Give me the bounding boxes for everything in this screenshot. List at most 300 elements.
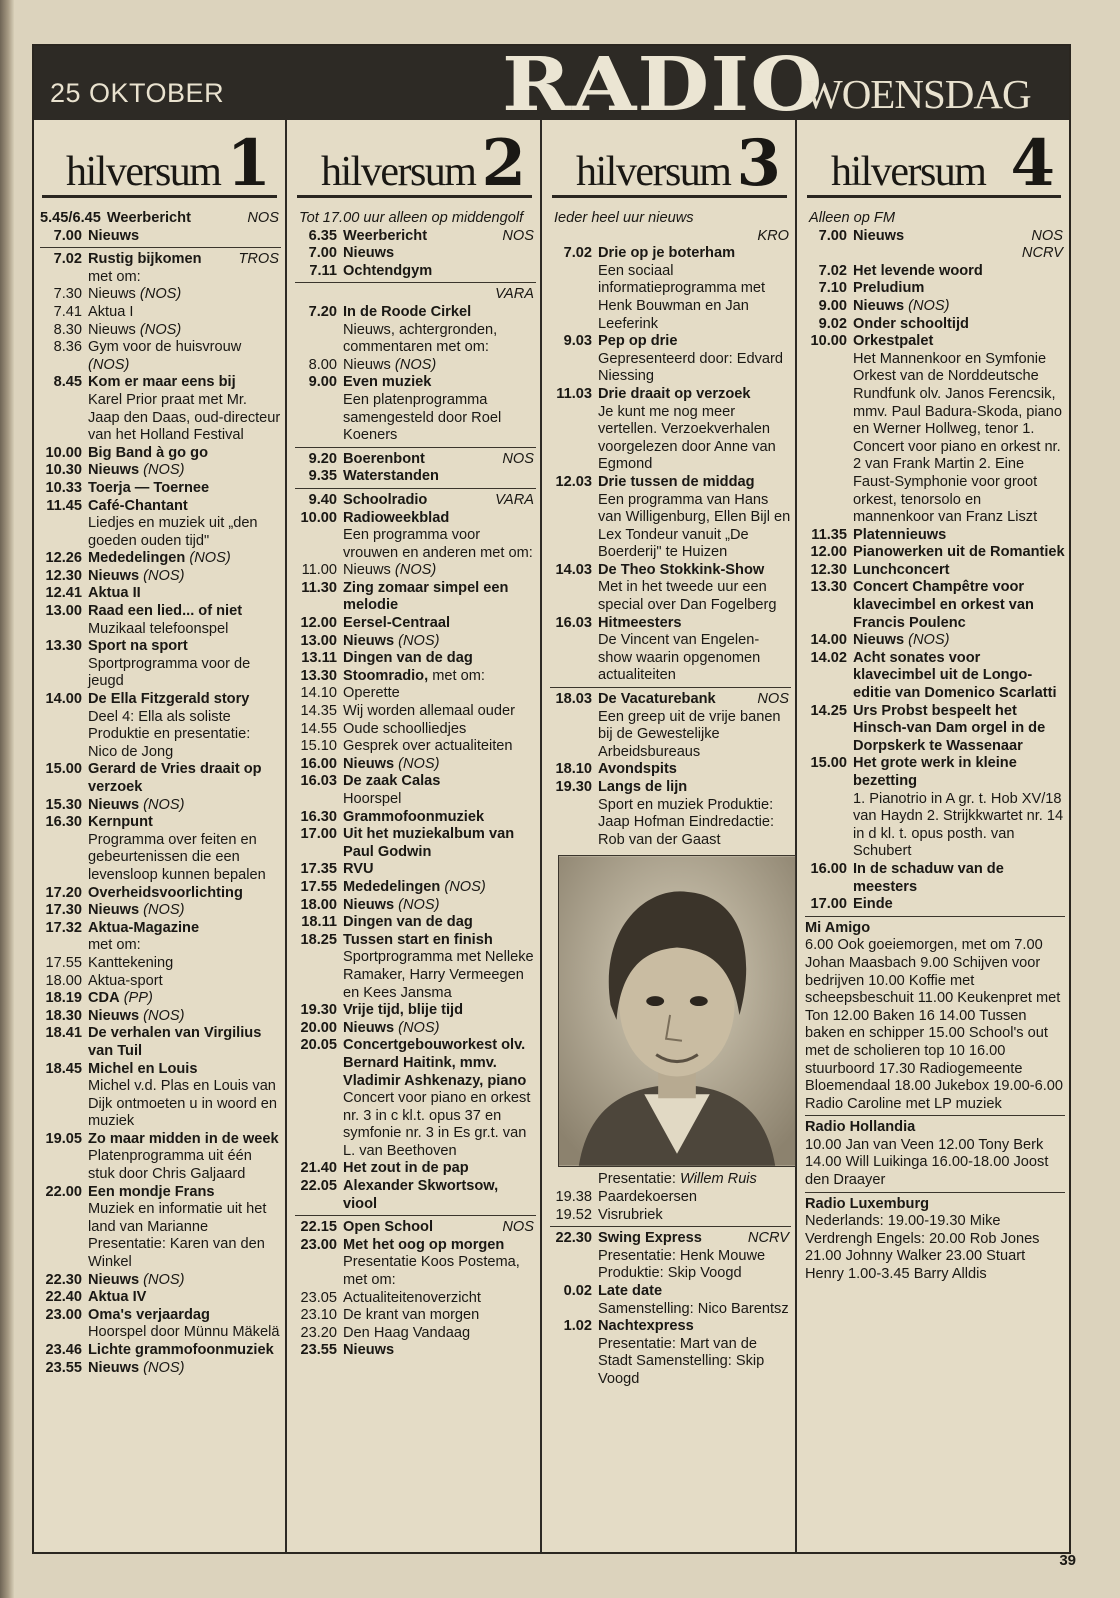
program-row (550, 761, 791, 779)
program-body (598, 474, 791, 562)
program-body (88, 550, 281, 568)
program-time: 18.45 (45, 1060, 82, 1077)
program-body (343, 492, 536, 510)
program-time: 9.02 (818, 315, 847, 332)
program-row (40, 885, 281, 903)
column-hilversum-4 (799, 120, 1069, 1552)
program-body (598, 386, 791, 474)
program-body (343, 562, 536, 580)
program-time: 10.00 (300, 509, 337, 526)
program-title: Zo maar midden in de week (88, 1130, 279, 1147)
program-suffix: (NOS) (444, 878, 486, 895)
program-body (343, 721, 536, 739)
program-text: Wij worden allemaal ouder (343, 703, 515, 720)
program-title: Even muziek (343, 374, 432, 391)
program-body (343, 932, 536, 1002)
program-row (805, 544, 1065, 562)
program-body (343, 1160, 536, 1178)
program-row (40, 1025, 281, 1060)
program-title: Lunchconcert (853, 561, 950, 578)
program-title: Kernpunt (88, 814, 153, 831)
program-body (343, 374, 536, 444)
program-row (40, 1289, 281, 1307)
program-body (88, 1289, 281, 1307)
program-list (550, 210, 791, 1389)
program-text: Oude schoolliedjes (343, 720, 467, 737)
program-body (88, 568, 281, 586)
program-row (550, 562, 791, 615)
program-body (853, 228, 1065, 246)
program-suffix: (NOS) (143, 796, 185, 813)
program-row (550, 1283, 791, 1318)
station-heading (552, 120, 787, 201)
header-date: 25 OKTOBER (50, 78, 225, 108)
program-row (295, 738, 536, 756)
program-title: Dingen van de dag (343, 650, 473, 667)
program-time: 16.30 (45, 814, 82, 831)
program-body (88, 322, 281, 340)
divider (550, 687, 791, 688)
presenter-portrait (559, 856, 795, 1166)
program-body (343, 773, 536, 808)
program-body (853, 298, 1065, 316)
program-time: 17.55 (300, 878, 337, 895)
program-title: Langs de lijn (598, 779, 688, 795)
program-time: 13.00 (300, 632, 337, 649)
program-description: met om: (88, 937, 141, 954)
station-name: hilversum (321, 149, 476, 195)
program-time: 14.02 (810, 649, 847, 666)
program-title: Eersel-Centraal (343, 615, 451, 632)
program-time: 23.05 (300, 1289, 337, 1306)
program-suffix: (NOS) (189, 550, 231, 567)
program-body (343, 615, 536, 633)
station-name: hilversum (831, 149, 986, 195)
program-time: 15.10 (300, 738, 337, 755)
program-row (805, 632, 1065, 650)
program-body (88, 955, 281, 973)
offshore-station-schedule: 10.00 Jan van Veen 12.00 Tony Berk 14.00 Will Luikinga 16.00-18.00 Joost den Draayer (805, 1136, 1049, 1189)
program-row (295, 756, 536, 774)
program-body (343, 1290, 536, 1308)
program-row (40, 691, 281, 761)
program-time: 7.00 (53, 227, 82, 244)
program-row (295, 304, 536, 357)
program-time: 12.00 (810, 544, 847, 561)
broadcaster-tag: TROS (238, 251, 279, 268)
program-title: Drie tussen de middag (598, 473, 755, 490)
program-row (40, 498, 281, 551)
program-body (88, 498, 281, 551)
program-title: Het zout in de pap (343, 1160, 469, 1177)
program-row (40, 920, 281, 955)
program-body (598, 333, 791, 386)
program-text: Paardekoersen (598, 1188, 697, 1205)
program-row (295, 1002, 536, 1020)
program-body (343, 468, 536, 486)
program-body (343, 1307, 536, 1325)
program-title: Nieuws (88, 462, 140, 479)
program-description: Hoorspel door Münnu Mäkelä (88, 1324, 280, 1341)
program-description: Een programma voor vrouwen en anderen met om: (343, 527, 533, 561)
column-hilversum-3 (544, 120, 797, 1552)
program-body (88, 1008, 281, 1026)
program-description: Programma over feiten en gebeurtenissen die een levensloop kunnen bepalen (88, 831, 266, 883)
program-time: 14.03 (555, 561, 592, 578)
program-time: 6.35 (308, 227, 337, 244)
program-body (88, 1360, 281, 1378)
offshore-station-block (805, 1119, 1065, 1189)
program-title: Stoomradio, (343, 667, 429, 684)
program-body (343, 1219, 536, 1237)
header-title: RADIO (502, 42, 824, 128)
offshore-station-schedule: Nederlands: 19.00-19.30 Mike Verdrengh Engels: 20.00 Rob Jones 21.00 Johnny Walker 23.00 Stuart Henry 1.00-3.45 Barry Alldis (805, 1213, 1040, 1283)
program-row (40, 210, 281, 228)
program-title: Late date (598, 1282, 663, 1299)
program-row (40, 1131, 281, 1184)
program-body (343, 826, 536, 861)
program-time: 13.30 (810, 579, 847, 596)
program-suffix: (NOS) (143, 462, 185, 479)
program-time: 15.30 (45, 796, 82, 813)
program-description: Je kunt me nog meer vertellen. Verzoekverhalen voorgelezen door Anne van Egmond (598, 403, 776, 473)
program-body (853, 861, 1065, 896)
program-body (343, 756, 536, 774)
broadcaster-tag: KRO (757, 227, 789, 244)
program-time: 12.26 (45, 550, 82, 567)
program-time: 17.35 (300, 861, 337, 878)
program-text: Visrubriek (598, 1206, 663, 1223)
program-body (343, 633, 536, 651)
program-row (40, 990, 281, 1008)
program-row (295, 668, 536, 686)
program-body (343, 1037, 536, 1160)
program-time: 7.11 (309, 262, 337, 279)
program-description: Een greep uit de vrije banen bij de Gewestelijke Arbeidsbureaus (598, 708, 781, 760)
program-row (550, 245, 791, 333)
program-body (343, 1325, 536, 1343)
program-time: 9.00 (818, 297, 847, 314)
program-body (88, 374, 281, 444)
program-time: 20.05 (300, 1037, 337, 1054)
program-row (295, 263, 536, 281)
program-title: Nieuws (88, 902, 140, 919)
program-time: 23.00 (300, 1236, 337, 1253)
program-list (40, 210, 281, 1377)
program-title: Nieuws (343, 562, 391, 579)
program-body (853, 632, 1065, 650)
program-row (295, 374, 536, 444)
program-row (295, 1307, 536, 1325)
program-time: 13.00 (45, 603, 82, 620)
program-title: Zing zomaar simpel een melodie (343, 579, 509, 614)
program-title: Nieuws (343, 755, 395, 772)
program-title: Nieuws (88, 1359, 140, 1376)
station-number: 1 (226, 126, 271, 201)
program-time: 7.02 (563, 245, 592, 262)
program-text: Aktua I (88, 303, 134, 320)
program-row (295, 914, 536, 932)
program-time: 7.20 (308, 303, 337, 320)
offshore-station-schedule: 6.00 Ook goeiemorgen, met om 7.00 Johan Maasbach 9.00 Schijven voor bedrijven 10.00 Koffie met scheepsbeschuit 11.00 Keukenpret met Ton 12.00 Baken 16 14.00 Tussen baken en schipper 15.00 School's out met de scholieren top 10 16.00 stuurboord 17.30 Radiogemeente Bloemendaal 18.00 Jukebox 19.00-6.00 Radio Caroline met LP muziek (805, 937, 1064, 1112)
program-time: 7.00 (818, 227, 847, 244)
program-suffix: (NOS) (908, 632, 950, 649)
program-title: Weerbericht (106, 210, 191, 226)
program-row (40, 973, 281, 991)
program-time: 21.40 (300, 1160, 337, 1177)
program-title: Oma's verjaardag (88, 1306, 210, 1323)
program-row (550, 386, 791, 474)
program-row (295, 1237, 536, 1290)
divider (550, 1226, 791, 1227)
program-time: 19.52 (555, 1206, 592, 1223)
program-time: 11.30 (301, 579, 337, 596)
program-text: Gym voor de huisvrouw (88, 339, 242, 356)
program-row (295, 228, 536, 246)
program-body (343, 668, 536, 686)
program-suffix: (NOS) (398, 755, 440, 772)
program-row (40, 286, 281, 304)
program-time: 17.55 (45, 954, 82, 971)
program-title: Tussen start en finish (343, 931, 493, 948)
program-text: Presentatie: (598, 1171, 676, 1188)
program-title: Boerenbont (343, 450, 425, 467)
program-time: 14.00 (45, 691, 82, 708)
program-time: 12.03 (555, 473, 592, 490)
program-list (805, 210, 1065, 1284)
program-time: 23.10 (300, 1307, 337, 1324)
program-description: Het Mannenkoor en Symfonie Orkest van de Norddeutsche Rundfunk olv. Janos Ferencsik, mmv. Paul Badura-Skoda, piano en Werner Hollweg, tenor 1. Concert voor piano en orkest nr. 2 van Frank Martin 2. Eine Faust-Symphonie voor groot orkest, tenorsolo en mannenkoor van Franz Liszt (853, 350, 1063, 526)
broadcaster-tag: NCRV (747, 1230, 789, 1247)
program-suffix: (NOS) (143, 902, 185, 919)
broadcaster-tag: NOS (247, 210, 279, 226)
program-row (40, 480, 281, 498)
program-body (598, 1318, 791, 1388)
program-body (343, 703, 536, 721)
program-title: Nieuws (853, 632, 905, 649)
program-body (853, 280, 1065, 298)
program-time: 18.41 (45, 1025, 82, 1042)
program-row (805, 333, 1065, 527)
program-time: 22.40 (45, 1289, 82, 1306)
program-title: Ochtendgym (343, 262, 433, 279)
program-title: Orkestpalet (853, 333, 934, 350)
program-body (88, 480, 281, 498)
program-title: Alexander Skwortsow, viool (343, 1178, 499, 1212)
program-title: De verhalen van Virgilius van Tuil (88, 1025, 262, 1059)
program-time: 15.00 (45, 761, 82, 778)
program-title: Mededelingen (88, 550, 186, 567)
program-row (295, 1160, 536, 1178)
program-row (295, 562, 536, 580)
program-row (40, 585, 281, 603)
program-row (40, 550, 281, 568)
program-body (88, 1025, 281, 1060)
program-title: Nieuws (88, 796, 140, 813)
program-text: Gesprek over actualiteiten (343, 738, 513, 755)
program-time: 22.30 (45, 1271, 82, 1288)
program-row (805, 703, 1065, 756)
program-time: 17.00 (300, 826, 337, 843)
program-time: 18.03 (555, 691, 592, 708)
program-title: Pianowerken uit de Romantiek (853, 544, 1065, 561)
program-time: 17.32 (45, 919, 82, 936)
program-description: Een programma van Hans van Willigenburg, Ellen Bijl en Lex Tondeur vanuit „De Boerderij" te Huizen (598, 491, 791, 561)
program-body (88, 920, 281, 955)
program-row (550, 691, 791, 761)
program-row (295, 492, 536, 510)
program-title: Café-Chantant (88, 497, 188, 514)
program-time: 7.02 (818, 262, 847, 279)
program-row (550, 1318, 791, 1388)
program-text: De krant van morgen (343, 1307, 480, 1324)
program-body (88, 1061, 281, 1131)
program-title: Waterstanden (343, 468, 439, 485)
program-title: CDA (88, 990, 120, 1007)
column-hilversum-2 (289, 120, 542, 1552)
program-row (550, 1171, 791, 1189)
program-title: Weerbericht (343, 227, 428, 244)
program-title: Nieuws (343, 1019, 395, 1036)
program-title: Onder schooltijd (853, 315, 969, 332)
program-time: 9.03 (563, 333, 592, 350)
program-body (343, 580, 536, 615)
program-body (343, 228, 536, 246)
program-row (550, 1207, 791, 1225)
program-time: 7.02 (53, 251, 82, 268)
divider (295, 282, 536, 283)
program-title: Toerja — Toernee (88, 479, 210, 496)
radio-guide-page (32, 44, 1071, 1554)
program-description: Met in het tweede uur een special over Dan Fogelberg (598, 579, 777, 614)
program-row (805, 280, 1065, 298)
program-title: Aktua-Magazine (88, 919, 200, 936)
program-time: 14.35 (300, 703, 337, 720)
program-description: Presentatie: Mart van de Stadt Samenstelling: Skip Voogd (598, 1335, 765, 1387)
divider (295, 447, 536, 448)
program-body (853, 755, 1065, 861)
program-row (550, 1189, 791, 1207)
program-text: Aktua-sport (88, 972, 163, 989)
program-description: Sport en muziek Produktie: Jaap Hofman Eindredactie: Rob van der Gaast (598, 796, 775, 848)
program-time: 7.00 (308, 245, 337, 262)
program-row (295, 1037, 536, 1160)
program-description: Een sociaal informatieprogramma met Henk Bouwman en Jan Leeferink (598, 262, 766, 332)
broadcaster-tag: NCRV (1021, 245, 1063, 262)
program-body (88, 286, 281, 304)
program-time: 14.25 (810, 702, 847, 719)
program-title: Nieuws (343, 1342, 395, 1359)
page-number: 39 (1059, 1552, 1076, 1569)
program-title: Nieuws (343, 896, 395, 913)
program-title: Radioweekblad (343, 509, 450, 526)
program-title: Overheidsvoorlichting (88, 884, 243, 901)
program-title: Vrije tijd, blije tijd (343, 1002, 464, 1019)
program-title: Nieuws (853, 297, 905, 314)
program-body (88, 304, 281, 322)
program-title: De Theo Stokkink-Show (598, 561, 765, 578)
program-row (805, 316, 1065, 334)
program-body (88, 1131, 281, 1184)
program-body (88, 902, 281, 920)
program-suffix: (NOS) (143, 1359, 185, 1376)
program-time: 12.30 (45, 567, 82, 584)
program-body (853, 896, 1065, 914)
program-time: 12.41 (45, 585, 82, 602)
program-time: 9.35 (308, 468, 337, 485)
program-title: Uit het muziekalbum van Paul Godwin (343, 826, 515, 860)
program-description: 1. Pianotrio in A gr. t. Hob XV/18 van Haydn 2. Strijkkwartet nr. 14 in d kl. t. opus posth. van Schubert (853, 790, 1064, 860)
program-body (343, 879, 536, 897)
program-time: 19.30 (300, 1002, 337, 1019)
program-time: 9.00 (308, 374, 337, 391)
program-title: Aktua IV (88, 1289, 147, 1306)
program-row (805, 298, 1065, 316)
program-time: 17.20 (45, 884, 82, 901)
program-list (295, 210, 536, 1360)
program-row (550, 333, 791, 386)
program-description: Een platenprogramma samengesteld door Roel Koeners (343, 391, 502, 444)
station-number: 2 (481, 126, 526, 201)
program-row (295, 809, 536, 827)
program-title: Nachtexpress (598, 1318, 694, 1335)
program-title: In de Roode Cirkel (343, 303, 472, 320)
program-suffix: (NOS) (88, 356, 130, 373)
program-row (295, 1342, 536, 1360)
program-row (295, 245, 536, 263)
program-body (343, 914, 536, 932)
program-time: 20.00 (300, 1019, 337, 1036)
program-description: Liedjes en muziek uit „den goeden ouden tijd" (88, 515, 258, 549)
page-spine (0, 0, 14, 1598)
program-time: 8.30 (53, 321, 82, 338)
program-time: 12.30 (810, 561, 847, 578)
program-time: 18.00 (300, 896, 337, 913)
program-row (40, 304, 281, 322)
program-time: 14.00 (810, 632, 847, 649)
program-time: 8.36 (53, 339, 82, 356)
offshore-station-block (805, 920, 1065, 1114)
program-body (88, 691, 281, 761)
program-time: 12.00 (300, 615, 337, 632)
program-row (295, 1325, 536, 1343)
program-suffix: (NOS) (139, 286, 182, 303)
program-body (88, 339, 281, 374)
program-title: Nieuws (343, 245, 395, 262)
program-row (40, 955, 281, 973)
program-title: De Vacaturebank (598, 691, 716, 708)
program-row (550, 615, 791, 685)
program-body (598, 1189, 791, 1207)
program-time: 0.02 (563, 1282, 592, 1299)
program-row (805, 527, 1065, 545)
program-body (343, 685, 536, 703)
broadcaster-tag: NOS (502, 450, 534, 467)
offshore-station-block (805, 1196, 1065, 1284)
program-suffix: (NOS) (143, 567, 185, 584)
program-time: 19.38 (555, 1188, 592, 1205)
program-row (295, 826, 536, 861)
program-row (40, 1061, 281, 1131)
program-description: Sportprogramma voor de jeugd (88, 655, 251, 690)
program-body (598, 245, 791, 333)
program-title: Open School (343, 1219, 433, 1236)
program-row (805, 562, 1065, 580)
program-row (295, 357, 536, 375)
program-body (343, 1020, 536, 1038)
program-description: De Vincent van Engelen-show waarin opgenomen actualiteiten (598, 632, 761, 684)
program-body (343, 1237, 536, 1290)
